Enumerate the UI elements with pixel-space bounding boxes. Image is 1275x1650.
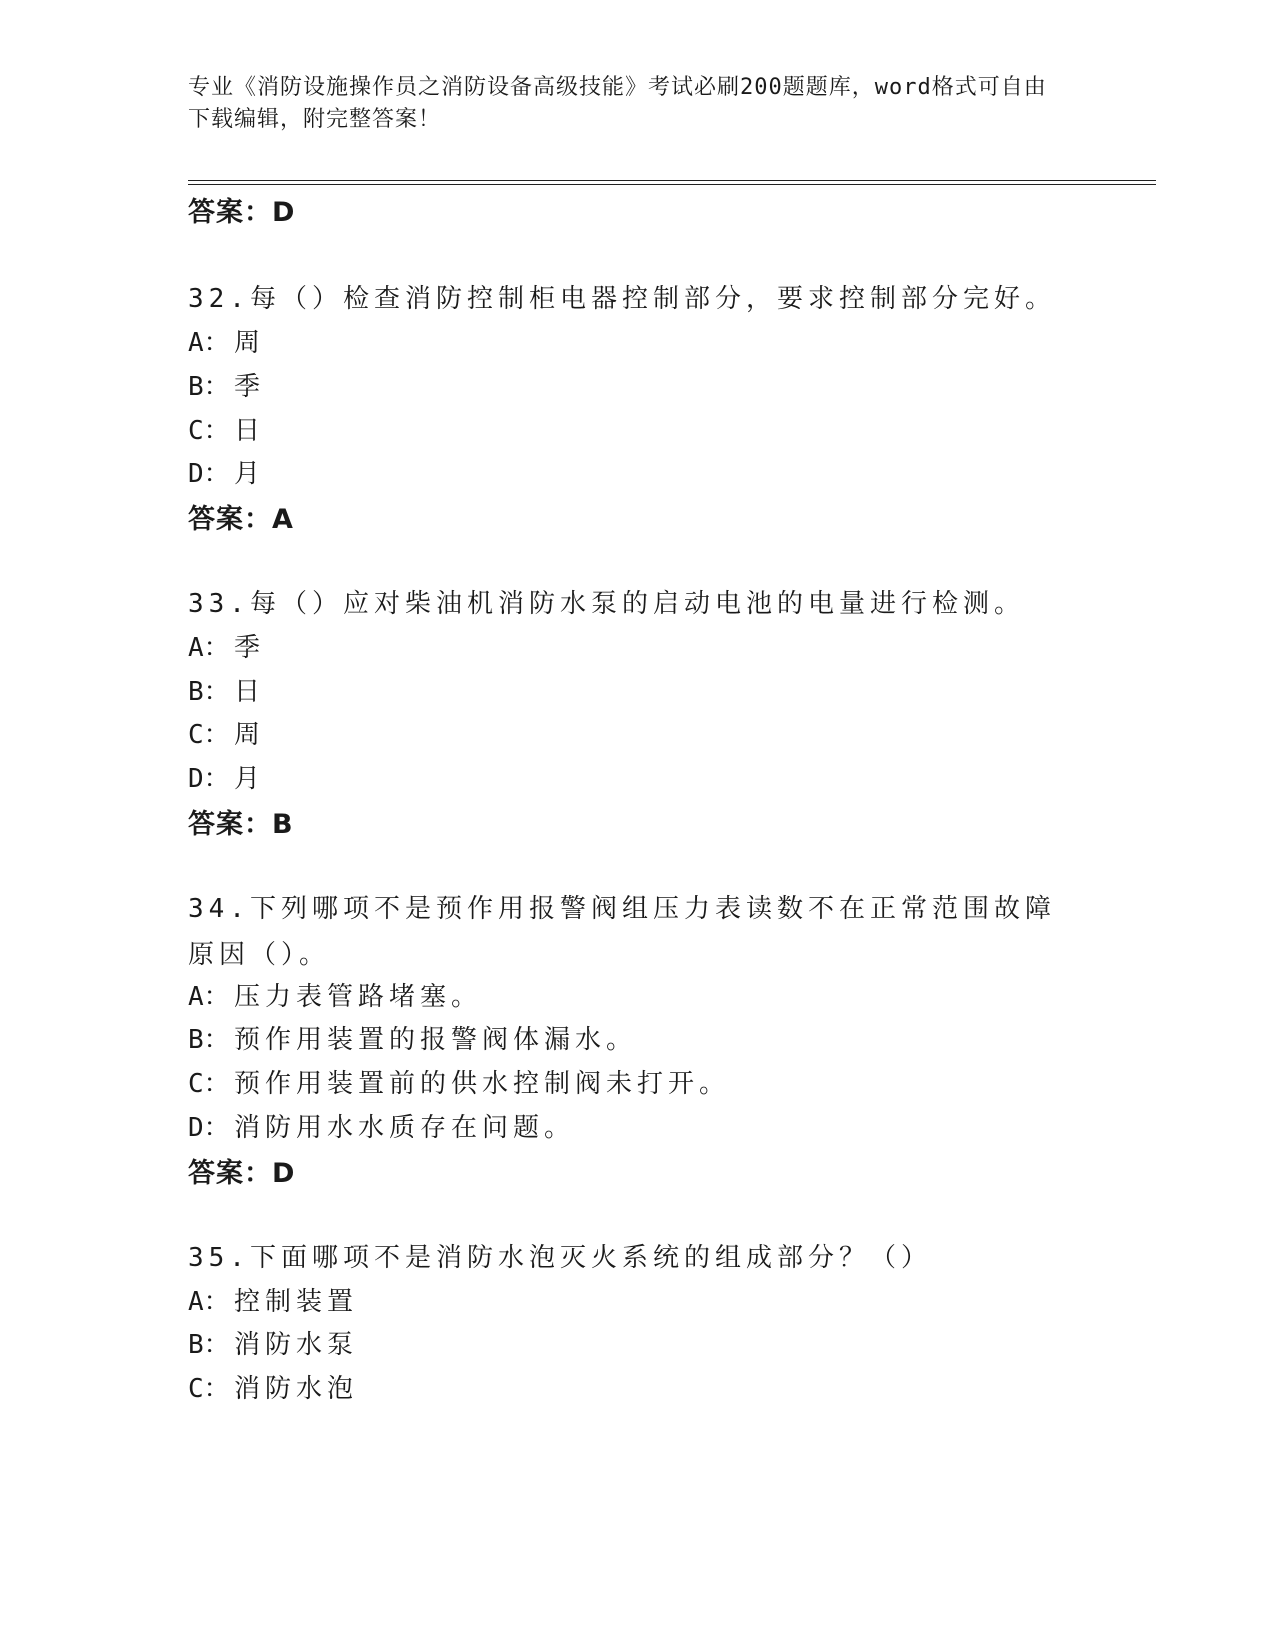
option-key: C： [188,1069,230,1099]
question-34-option-b [188,1019,637,1056]
answer-prev: 答案：D [188,197,296,228]
question-33-answer: 答案：B [188,809,294,840]
option-text: 预作用装置前的供水控制阀未打开。 [234,1069,731,1099]
option-key: B： [188,1025,230,1055]
question-34-option-d [188,1107,575,1144]
question-33: 33.每（）应对柴油机消防水泵的启动电池的电量进行检测。 [188,589,1025,619]
question-33-option-a [188,627,265,664]
option-key: C： [188,1374,230,1404]
question-35: 35.下面哪项不是消防水泡灭火系统的组成部分？（） [188,1243,932,1273]
question-32-option-d [188,453,265,490]
question-32-answer: 答案：A [188,504,294,535]
option-key: B： [188,372,230,402]
option-key: D： [188,459,230,489]
option-key: D： [188,764,230,794]
question-32-option-c [188,410,265,447]
question-35-option-a [188,1281,358,1318]
option-text: 季 [234,633,266,663]
question-34: 34.下列哪项不是预作用报警阀组压力表读数不在正常范围故障原因（）。 [188,894,1056,970]
document-header: 专业《消防设施操作员之消防设备高级技能》考试必刷200题题库，word格式可自由下载编辑，附完整答案！ [188,75,1047,132]
question-32-option-b [188,366,265,403]
option-text: 季 [234,372,266,402]
option-text: 控制装置 [234,1287,359,1317]
option-key: B： [188,1330,230,1360]
option-text: 消防水泵 [234,1330,359,1360]
option-text: 周 [234,328,266,358]
question-34-option-c [188,1063,730,1100]
option-key: B： [188,677,230,707]
option-key: A： [188,982,230,1012]
header-rule-top [188,180,1156,181]
question-32: 32.每（）检查消防控制柜电器控制部分，要求控制部分完好。 [188,284,1056,314]
option-key: A： [188,633,230,663]
option-text: 消防用水水质存在问题。 [234,1113,576,1143]
option-key: C： [188,416,230,446]
option-key: D： [188,1113,230,1143]
option-key: C： [188,720,230,750]
question-34-option-a [188,976,482,1013]
question-33-option-d [188,758,265,795]
option-text: 月 [234,459,266,489]
option-text: 预作用装置的报警阀体漏水。 [234,1025,638,1055]
question-35-option-c [188,1368,358,1405]
question-32-option-a [188,322,265,359]
option-key: A： [188,1287,230,1317]
question-33-option-b [188,671,265,708]
option-text: 消防水泡 [234,1374,359,1404]
question-33-option-c [188,714,265,751]
option-text: 日 [234,416,266,446]
option-text: 月 [234,764,266,794]
option-key: A： [188,328,230,358]
question-34-answer: 答案：D [188,1158,296,1189]
header-rule-bottom [188,184,1156,185]
option-text: 周 [234,720,266,750]
question-35-option-b [188,1324,358,1361]
option-text: 压力表管路堵塞。 [234,982,483,1012]
option-text: 日 [234,677,266,707]
